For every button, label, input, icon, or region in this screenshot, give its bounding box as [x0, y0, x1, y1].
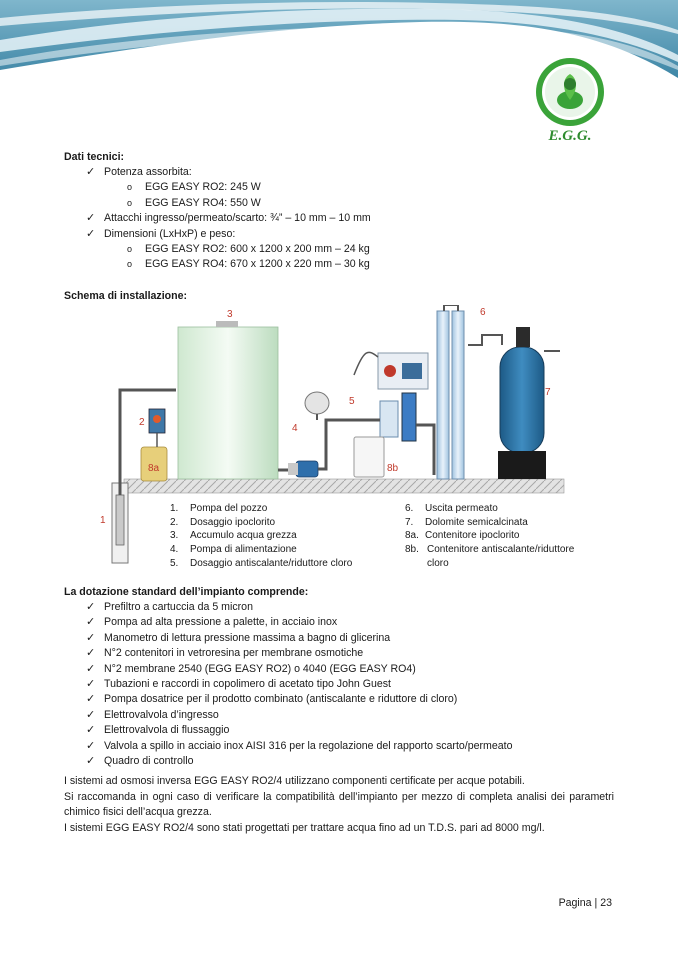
legend-text: Contenitore ipoclorito	[425, 530, 520, 542]
sub-item-text: EGG EASY RO2: 600 x 1200 x 200 mm – 24 kg	[145, 243, 370, 256]
check-icon: ✓	[86, 708, 96, 721]
check-icon: ✓	[86, 601, 96, 613]
ro-pump	[402, 393, 416, 441]
list-item	[64, 754, 614, 769]
control-panel-display	[402, 363, 422, 379]
list-item	[64, 662, 614, 677]
check-icon: ✓	[86, 616, 96, 629]
list-item	[64, 227, 614, 242]
legend-num: 8b.	[405, 544, 419, 556]
list-item-text: Manometro di lettura pressione massima a bagno di glicerina	[104, 631, 391, 644]
control-panel-gauge	[384, 365, 396, 377]
legend-text: Pompa del pozzo	[190, 503, 268, 514]
tank-lid	[216, 321, 238, 327]
legend-item	[170, 557, 352, 571]
technical-data-list	[64, 165, 614, 273]
list-item-text: Attacchi ingresso/permeato/scarto: ¾” – 10 mm – 10 mm	[104, 212, 371, 225]
list-item	[64, 708, 614, 723]
legend-item	[405, 529, 615, 543]
legend-item	[170, 543, 352, 557]
diagram-legend-right	[405, 502, 615, 571]
check-icon: ✓	[86, 662, 96, 675]
legend-item	[170, 529, 352, 543]
list-item	[64, 631, 614, 646]
list-item	[64, 211, 614, 226]
dolomite-tank-base	[498, 451, 546, 479]
permeate-outlet-pipe	[468, 335, 502, 345]
notes-paragraphs	[64, 774, 614, 836]
membrane-vessel-1	[437, 311, 449, 479]
list-item-text: Pompa dosatrice per il prodotto combinato (antiscalante e riduttore di cloro)	[104, 693, 458, 706]
dolomite-tank	[500, 347, 544, 453]
legend-num: 8a.	[405, 530, 419, 542]
legend-num: 3.	[170, 530, 179, 542]
legend-num: 7.	[405, 516, 414, 528]
well-pump	[116, 495, 124, 545]
standard-equipment-list	[64, 600, 614, 769]
legend-num: 6.	[405, 503, 414, 514]
legend-text: Pompa di alimentazione	[190, 544, 297, 556]
page-number: Pagina | 23	[558, 897, 612, 909]
list-item-text: Elettrovalvola d’ingresso	[104, 708, 219, 721]
list-item-text: N°2 membrane 2540 (EGG EASY RO2) o 4040 (EGG EASY RO4)	[104, 662, 416, 675]
list-item-text: Elettrovalvola di flussaggio	[104, 724, 230, 737]
check-icon: ✓	[86, 755, 96, 768]
legend-num: 2.	[170, 516, 179, 528]
check-icon: ✓	[86, 212, 96, 225]
legend-text: Dosaggio ipoclorito	[190, 516, 276, 528]
list-item-text: Tubazioni e raccordi in copolimero di acetato tipo John Guest	[104, 678, 391, 691]
legend-text: Dolomite semicalcinata	[425, 516, 528, 528]
pipe-pump-to-system	[318, 420, 356, 469]
standard-equipment-heading: La dotazione standard dell’impianto comprende:	[64, 586, 309, 598]
legend-text: Contenitore antiscalante/riduttore cloro	[427, 544, 575, 569]
ground-strip	[124, 479, 564, 493]
circle-bullet-icon: o	[127, 182, 133, 193]
list-item-text: Prefiltro a cartuccia da 5 micron	[104, 601, 253, 613]
sub-item-text: EGG EASY RO4: 550 W	[145, 196, 261, 209]
check-icon: ✓	[86, 693, 96, 706]
container-8b	[354, 437, 384, 477]
legend-item	[405, 502, 615, 516]
list-item	[64, 646, 614, 661]
prefilter-cartridge	[380, 401, 398, 437]
label-7: 7	[545, 387, 551, 398]
pipe-ro-outlet	[416, 425, 434, 475]
feed-pump-4	[296, 461, 318, 477]
feed-pump-motor	[288, 463, 298, 475]
paragraph-certification: I sistemi ad osmosi inversa EGG EASY RO2/4 utilizzano componenti certificate per acque potabili.	[64, 775, 525, 787]
label-6: 6	[480, 307, 486, 318]
check-icon: ✓	[86, 678, 96, 691]
raw-water-tank	[178, 327, 278, 479]
installation-schema-heading: Schema di installazione:	[64, 290, 188, 302]
list-item-text: Potenza assorbita:	[104, 166, 192, 178]
label-8a: 8a	[148, 463, 160, 474]
pipe-dosing-5	[354, 352, 378, 375]
label-8b: 8b	[387, 463, 399, 474]
legend-item	[170, 502, 352, 516]
check-icon: ✓	[86, 631, 96, 644]
circle-bullet-icon: o	[127, 197, 133, 208]
label-3: 3	[227, 309, 233, 320]
sub-list-item	[64, 180, 614, 195]
logo-text: E.G.G.	[548, 128, 592, 144]
pressure-vessel	[305, 392, 329, 414]
legend-num: 5.	[170, 557, 179, 569]
sub-list-item	[64, 242, 614, 257]
legend-text: Uscita permeato	[425, 503, 498, 514]
label-2: 2	[139, 417, 145, 428]
sub-list-item	[64, 196, 614, 211]
list-item	[64, 165, 614, 180]
circle-bullet-icon: o	[127, 259, 133, 270]
check-icon: ✓	[86, 166, 96, 178]
sub-item-text: EGG EASY RO2: 245 W	[145, 181, 261, 194]
list-item	[64, 600, 614, 615]
label-5: 5	[349, 396, 355, 407]
list-item-text: Valvola a spillo in acciaio inox AISI 316 per la regolazione del rapporto scarto/permeato	[104, 739, 513, 752]
legend-item	[405, 543, 615, 570]
dosing-pump-2-dial	[153, 415, 161, 423]
label-1: 1	[100, 515, 106, 526]
check-icon: ✓	[86, 647, 96, 660]
legend-item	[170, 516, 352, 530]
list-item	[64, 739, 614, 754]
legend-text: Accumulo acqua grezza	[190, 530, 297, 542]
check-icon: ✓	[86, 724, 96, 737]
list-item	[64, 677, 614, 692]
dolomite-valve-head	[516, 327, 530, 347]
list-item	[64, 615, 614, 630]
label-4: 4	[292, 423, 298, 434]
legend-item	[405, 516, 615, 530]
technical-data-heading: Dati tecnici:	[64, 151, 125, 163]
membrane-vessel-2	[452, 311, 464, 479]
list-item-text: Dimensioni (LxHxP) e peso:	[104, 227, 236, 240]
list-item	[64, 692, 614, 707]
list-item	[64, 723, 614, 738]
paragraph-compatibility: Si raccomanda in ogni caso di verificare la compatibilità dell’impianto per mezzo di completa analisi dei parametri chimico fisici dell’acqua grezza.	[64, 790, 614, 818]
diagram-legend-left	[170, 502, 352, 571]
technical-data-section	[64, 150, 614, 273]
list-item-text: N°2 contenitori in vetroresina per membrane osmotiche	[104, 647, 364, 660]
check-icon: ✓	[86, 227, 96, 240]
legend-text: Dosaggio antiscalante/riduttore cloro	[190, 557, 353, 569]
paragraph-tds: I sistemi EGG EASY RO2/4 sono stati progettati per trattare acqua fino ad un T.D.S. pari ad 8000 mg/l.	[64, 821, 545, 834]
legend-num: 1.	[170, 503, 179, 514]
circle-bullet-icon: o	[127, 244, 133, 255]
standard-equipment-section	[64, 585, 614, 769]
list-item-text: Quadro di controllo	[104, 755, 194, 768]
list-item-text: Pompa ad alta pressione a palette, in acciaio inox	[104, 616, 338, 629]
sub-list-item	[64, 257, 614, 272]
sub-item-text: EGG EASY RO4: 670 x 1200 x 220 mm – 30 kg	[145, 258, 370, 271]
check-icon: ✓	[86, 739, 96, 752]
legend-num: 4.	[170, 544, 179, 556]
